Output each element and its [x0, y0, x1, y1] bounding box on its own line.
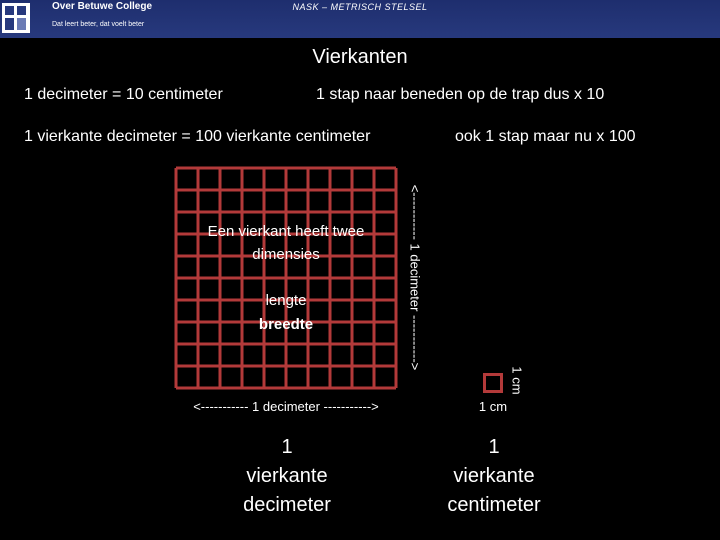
vertical-decimeter-label: <----------- 1 decimeter -----------> [407, 184, 423, 371]
line1-left: 1 decimeter = 10 centimeter [24, 86, 223, 103]
slide-header-title: NASK – METRISCH STELSEL [292, 2, 428, 12]
big-label-centimeter-line2: vierkante [453, 465, 535, 487]
school-name: Over Betuwe College [52, 1, 153, 12]
school-slogan: Dat leert beter, dat voelt beter [52, 21, 145, 28]
horizontal-decimeter-label: <----------- 1 decimeter -----------> [193, 399, 379, 414]
grid-text-length: lengte [265, 292, 307, 309]
big-label-centimeter-line1: 1 [488, 436, 500, 458]
big-label-decimeter-line2: vierkante [246, 465, 328, 487]
header-bar [0, 0, 720, 38]
grid-text-dimensions: Een vierkant heeft twee dimensies [207, 223, 365, 263]
grid-text-width: breedte [258, 316, 314, 333]
line2-right: ook 1 stap maar nu x 100 [455, 128, 636, 145]
square-decimeter-grid [174, 166, 398, 390]
cm-vertical-label: 1 cm [509, 366, 525, 395]
slide-title: Vierkanten [312, 46, 408, 68]
big-label-decimeter [187, 433, 387, 520]
big-label-decimeter-line3: decimeter [243, 494, 331, 516]
big-label-decimeter-line1: 1 [281, 436, 293, 458]
cm-horizontal-label: 1 cm [478, 399, 508, 414]
big-label-centimeter [394, 433, 594, 520]
big-label-centimeter-line3: centimeter [447, 494, 541, 516]
line1-right: 1 stap naar beneden op de trap dus x 10 [316, 86, 605, 103]
line2-left: 1 vierkante decimeter = 100 vierkante centimeter [24, 128, 371, 145]
square-centimeter-box [483, 373, 503, 393]
